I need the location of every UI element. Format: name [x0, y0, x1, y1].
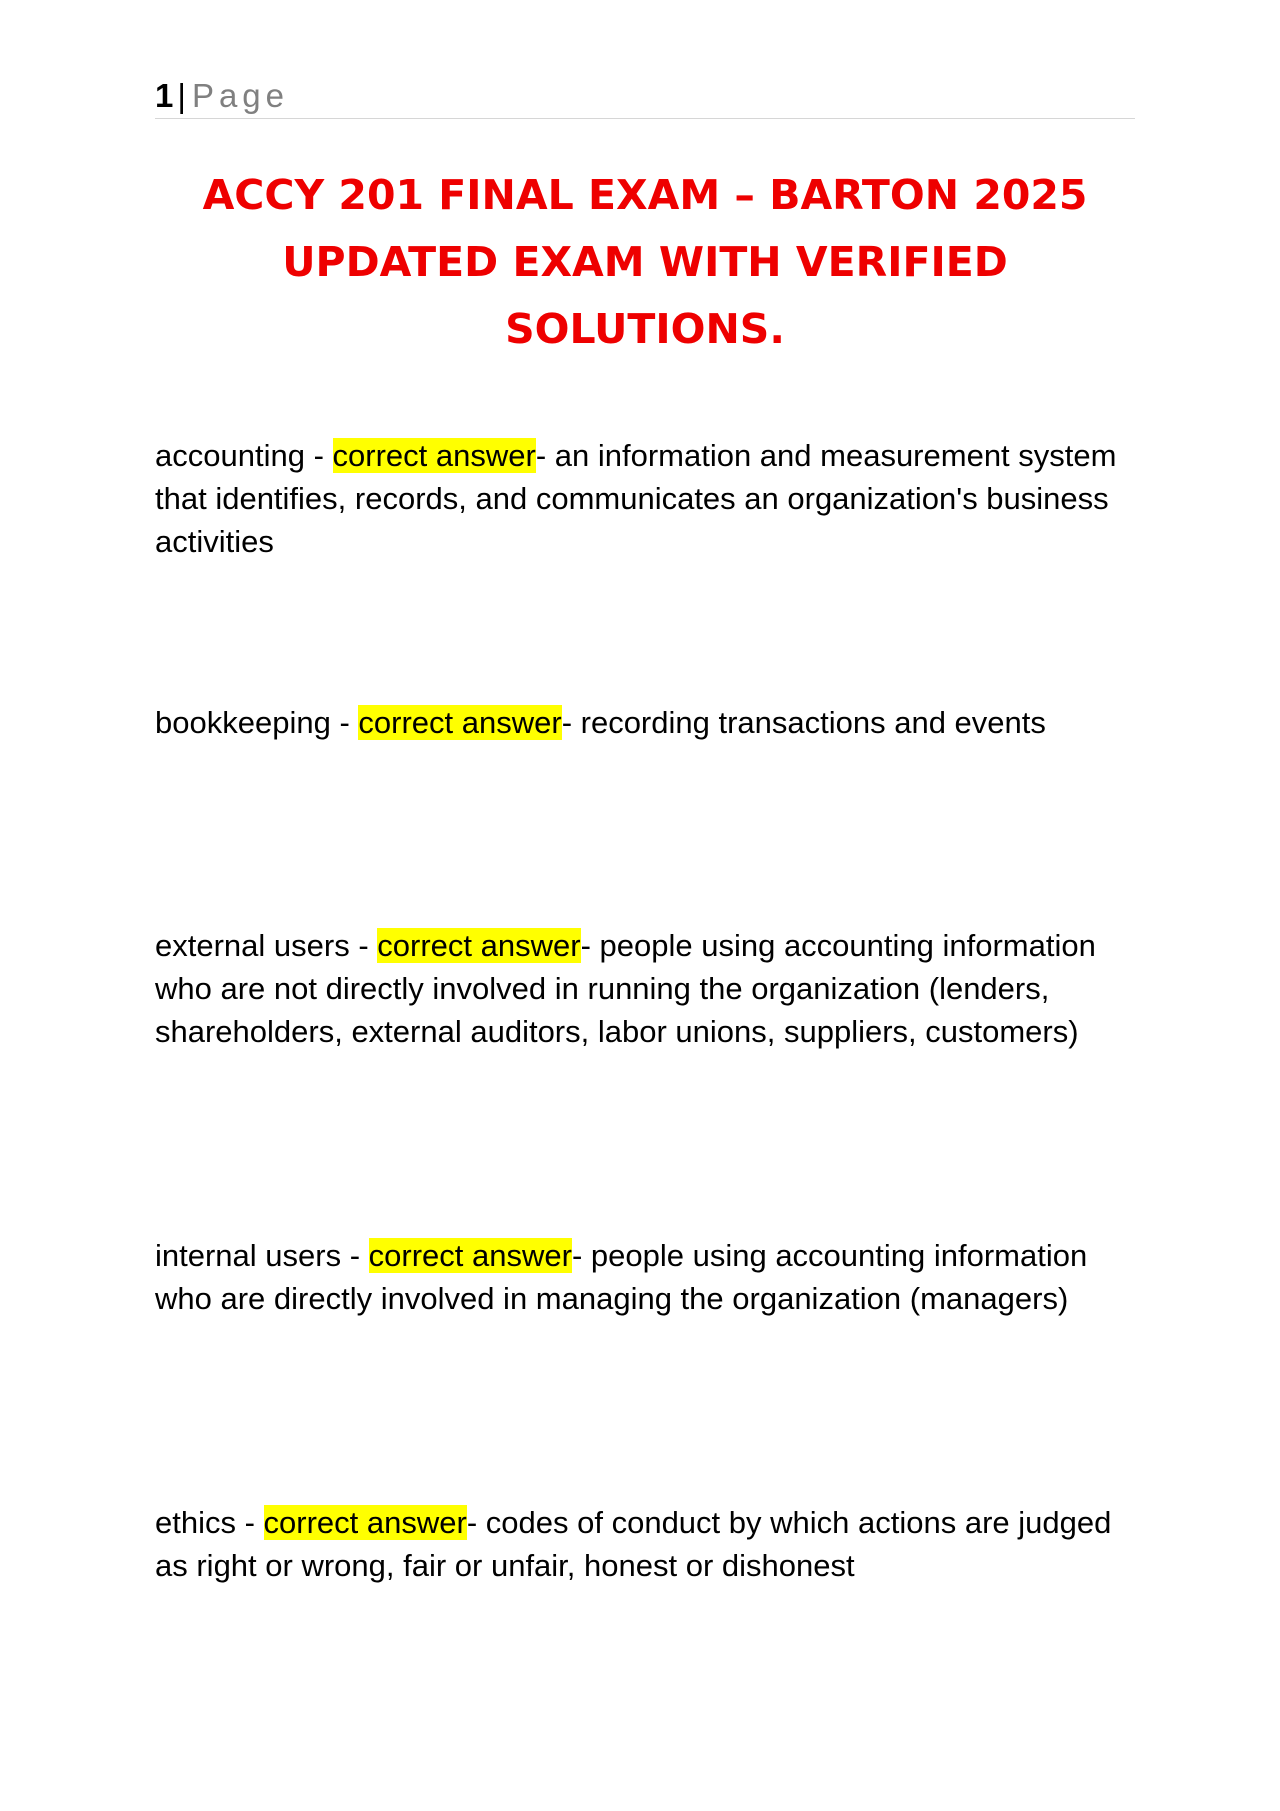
entry-term: bookkeeping	[155, 705, 331, 740]
entry-connector: -	[235, 1505, 264, 1540]
entry-definition: - people using accounting information who are directly involved in managing the organization (managers)	[155, 1238, 1088, 1316]
document-title	[155, 162, 1135, 363]
entry-definition: - codes of conduct by which actions are judged as right or wrong, fair or unfair, honest or dishonest	[155, 1505, 1112, 1583]
entry-term: ethics	[155, 1505, 236, 1540]
page-number: 1	[155, 77, 174, 114]
glossary-entry	[155, 701, 1135, 744]
correct-answer-highlight: correct answer	[358, 705, 562, 740]
glossary-entry	[155, 924, 1135, 1053]
entry-connector: -	[349, 928, 378, 963]
title-line: UPDATED EXAM WITH VERIFIED	[282, 238, 1008, 286]
correct-answer-highlight: correct answer	[332, 438, 536, 473]
entry-definition: - people using accounting information who are not directly involved in running the organization (lenders, shareholders, external auditors, labor unions, suppliers, customers)	[155, 928, 1096, 1049]
correct-answer-highlight: correct answer	[377, 928, 581, 963]
page-header	[155, 76, 1135, 119]
title-line: SOLUTIONS.	[505, 305, 785, 353]
glossary-entry	[155, 434, 1135, 563]
entry-connector: -	[341, 1238, 369, 1273]
glossary-entry	[155, 1234, 1135, 1320]
entry-definition: - recording transactions and events	[561, 705, 1046, 740]
correct-answer-highlight: correct answer	[368, 1238, 572, 1273]
entry-connector: -	[304, 438, 333, 473]
entry-term: internal users	[155, 1238, 342, 1273]
entry-term: external users	[155, 928, 350, 963]
entry-term: accounting	[155, 438, 305, 473]
title-line: ACCY 201 FINAL EXAM – BARTON 2025	[202, 171, 1088, 219]
page-separator: |	[177, 77, 186, 114]
correct-answer-highlight: correct answer	[263, 1505, 467, 1540]
entry-connector: -	[330, 705, 359, 740]
glossary-entry	[155, 1501, 1135, 1587]
page-label: Page	[191, 77, 290, 114]
entry-definition: - an information and measurement system that identifies, records, and communicates an organization's business activities	[155, 438, 1117, 559]
